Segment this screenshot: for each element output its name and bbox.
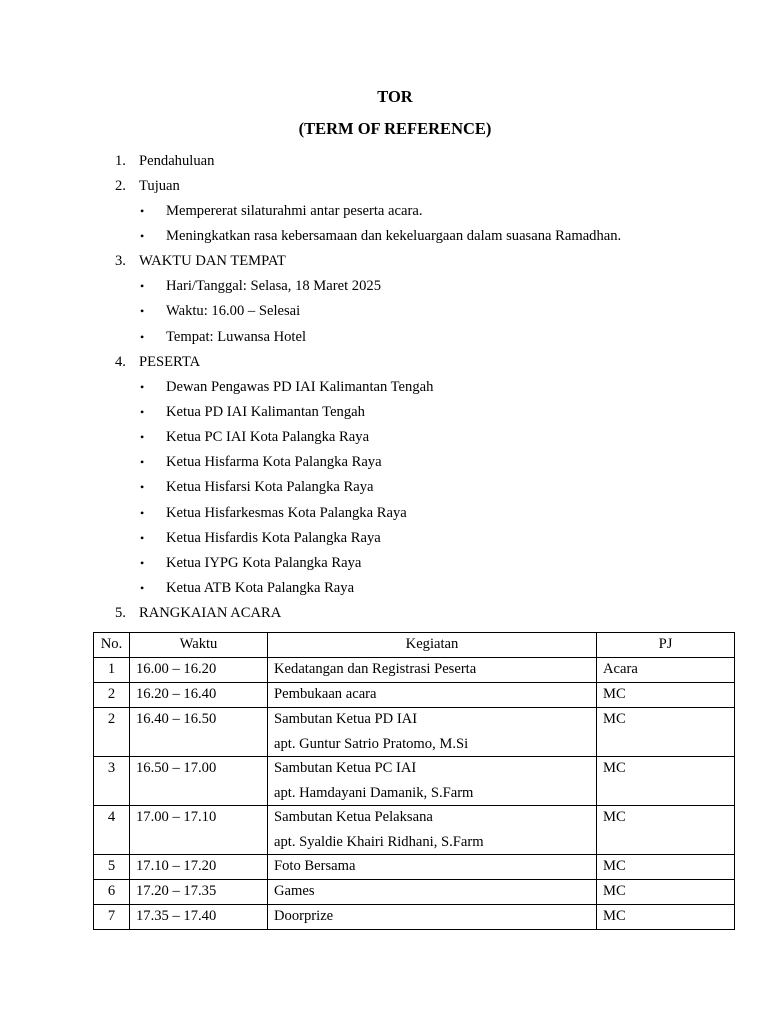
section-heading-tujuan: Tujuan [139,178,180,194]
list-item: Mempererat silaturahmi antar peserta acara. [166,203,423,219]
section-heading-waktu-tempat: WAKTU DAN TEMPAT [139,253,286,269]
bullet-icon: • [140,581,145,595]
table-row [94,683,735,708]
bullet-icon: • [140,430,145,444]
list-item: Meningkatkan rasa kebersamaan dan kekeluargaan dalam suasana Ramadhan. [166,228,622,244]
document-title: TOR [377,87,413,106]
cell-kegiatan: Games [268,880,597,905]
bullet-icon: • [140,405,145,419]
section-number: 4. [115,354,126,370]
cell-pj: MC [597,905,735,930]
cell-kegiatan: Foto Bersama [268,855,597,880]
activity-label: Sambutan Ketua PC IAI [274,760,417,776]
list-item: Ketua PC IAI Kota Palangka Raya [166,429,370,445]
activity-label: Sambutan Ketua Pelaksana [274,809,433,825]
cell-waktu: 17.10 – 17.20 [130,855,268,880]
cell-waktu: 17.20 – 17.35 [130,880,268,905]
section-heading-rangkaian-acara: RANGKAIAN ACARA [139,605,282,621]
table-row [94,658,735,683]
bullet-icon: • [140,380,145,394]
bullet-icon: • [140,531,145,545]
cell-pj: MC [597,708,735,757]
bullet-icon: • [140,229,145,243]
table-row [94,708,735,757]
bullet-icon: • [140,506,145,520]
section-number: 2. [115,178,126,194]
cell-pj: MC [597,757,735,806]
cell-kegiatan: Kedatangan dan Registrasi Peserta [268,658,597,683]
header-kegiatan: Kegiatan [268,633,597,658]
section-heading-pendahuluan: Pendahuluan [139,153,215,169]
header-waktu: Waktu [130,633,268,658]
list-item: Tempat: Luwansa Hotel [166,329,307,345]
cell-waktu: 16.50 – 17.00 [130,757,268,806]
bullet-icon: • [140,556,145,570]
cell-waktu: 16.20 – 16.40 [130,683,268,708]
section-number: 3. [115,253,126,269]
header-pj: PJ [597,633,735,658]
list-item: Ketua IYPG Kota Palangka Raya [166,555,362,571]
cell-no: 3 [94,757,130,806]
speaker-name: apt. Syaldie Khairi Ridhani, S.Farm [274,834,484,850]
document-subtitle: (TERM OF REFERENCE) [298,119,492,138]
list-item: Ketua ATB Kota Palangka Raya [166,580,355,596]
cell-waktu: 17.00 – 17.10 [130,806,268,855]
list-item: Ketua Hisfarsi Kota Palangka Raya [166,479,374,495]
cell-pj: MC [597,683,735,708]
cell-kegiatan [268,757,597,806]
table-row [94,806,735,855]
cell-no: 6 [94,880,130,905]
cell-kegiatan: Doorprize [268,905,597,930]
cell-waktu: 17.35 – 17.40 [130,905,268,930]
cell-kegiatan: Pembukaan acara [268,683,597,708]
bullet-icon: • [140,480,145,494]
list-item: Hari/Tanggal: Selasa, 18 Maret 2025 [166,278,381,294]
cell-waktu: 16.40 – 16.50 [130,708,268,757]
cell-waktu: 16.00 – 16.20 [130,658,268,683]
table-row [94,905,735,930]
cell-pj: MC [597,855,735,880]
speaker-name: apt. Guntur Satrio Pratomo, M.Si [274,736,469,752]
list-item: Ketua Hisfardis Kota Palangka Raya [166,530,381,546]
speaker-name: apt. Hamdayani Damanik, S.Farm [274,785,474,801]
list-item: Ketua PD IAI Kalimantan Tengah [166,404,365,420]
bullet-icon: • [140,455,145,469]
list-item: Waktu: 16.00 – Selesai [166,303,301,319]
cell-pj: MC [597,880,735,905]
table-row [94,855,735,880]
section-number: 1. [115,153,126,169]
cell-pj: Acara [597,658,735,683]
header-no: No. [94,633,130,658]
list-item: Ketua Hisfarma Kota Palangka Raya [166,454,382,470]
schedule-table [93,632,735,930]
cell-kegiatan [268,708,597,757]
cell-no: 5 [94,855,130,880]
cell-no: 2 [94,708,130,757]
section-number: 5. [115,605,126,621]
table-row [94,880,735,905]
cell-no: 1 [94,658,130,683]
section-heading-peserta: PESERTA [139,354,201,370]
table-header-row [94,633,735,658]
list-item: Ketua Hisfarkesmas Kota Palangka Raya [166,505,407,521]
table-row [94,757,735,806]
bullet-icon: • [140,304,145,318]
cell-kegiatan [268,806,597,855]
cell-no: 7 [94,905,130,930]
list-item: Dewan Pengawas PD IAI Kalimantan Tengah [166,379,434,395]
activity-label: Sambutan Ketua PD IAI [274,711,418,727]
bullet-icon: • [140,330,145,344]
cell-pj: MC [597,806,735,855]
cell-no: 2 [94,683,130,708]
cell-no: 4 [94,806,130,855]
bullet-icon: • [140,204,145,218]
bullet-icon: • [140,279,145,293]
